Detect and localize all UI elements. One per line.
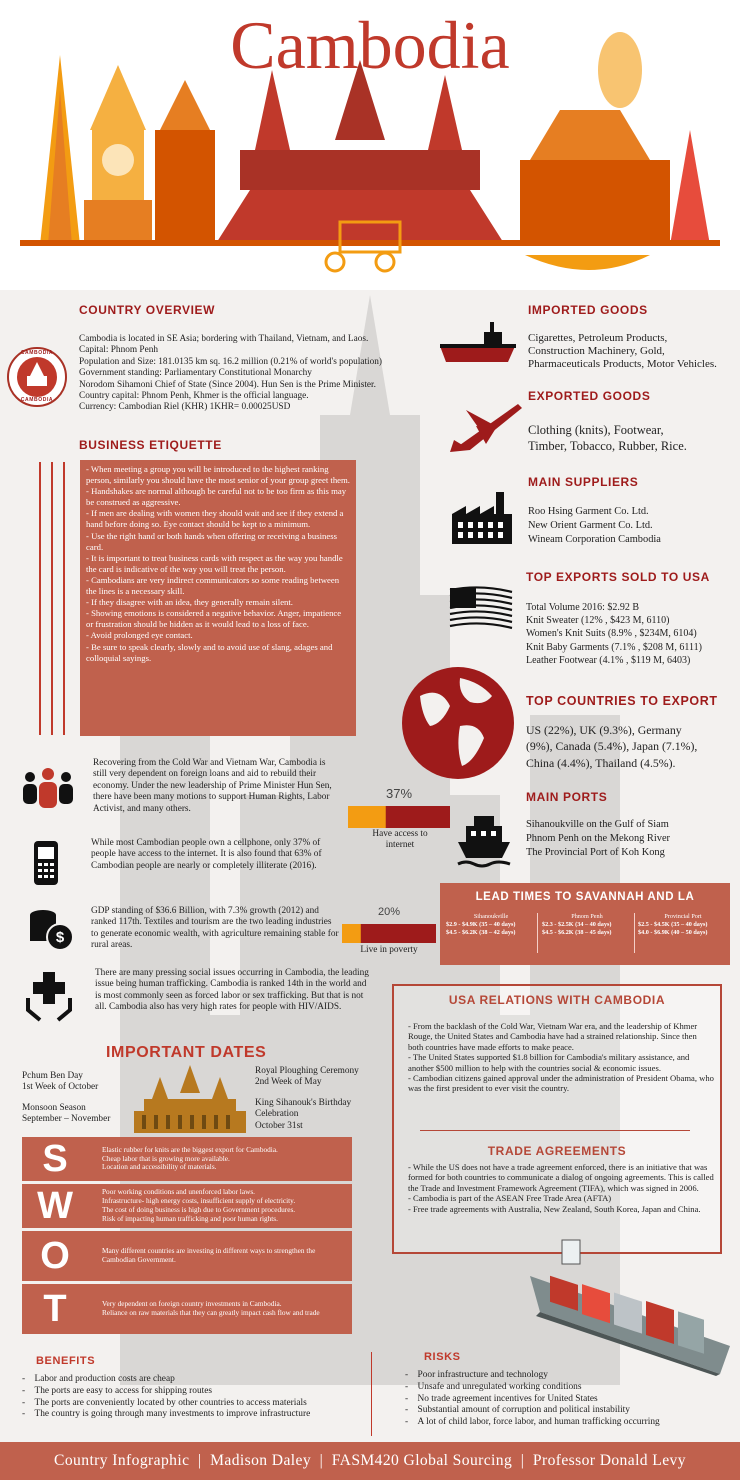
risks-heading: RISKS — [424, 1351, 461, 1363]
ship-icon — [456, 812, 512, 868]
list-item: - Unsafe and unregulated working conditions — [405, 1381, 582, 1392]
trade-heading: TRADE AGREEMENTS — [487, 1144, 627, 1158]
aid-text: Recovering from the Cold War and Vietnam War, Cambodia is still very dependent on foreign loans and aid to rebuild their economy. Under the new leadership of Prime Minister Hun Sen, there have been many motions to support Human Rights, Labor Activist, and many others. — [93, 758, 332, 814]
suppliers-text: Roo Hsing Garment Co. Ltd. New Orient Garment Co. Ltd. Wineam Corporation Cambodia — [528, 506, 661, 545]
usa-exports-text: Total Volume 2016: $2.92 B Knit Sweater (12% , $423 M, 6110) Women's Knit Suits (8.9% , $234M, 6104) Knit Baby Garments (7.1% , $208 M, 6111) Leather Footwear (4.1% , $119 M, 6403) — [526, 602, 702, 666]
swot-letter: O — [40, 1234, 70, 1277]
date-monsoon: Monsoon Season September – November — [22, 1103, 111, 1125]
date-king-birthday: King Sihanouk's Birthday Celebration October 31st — [255, 1098, 352, 1131]
poverty-bar — [342, 924, 436, 943]
ports-text: Sihanoukville on the Gulf of Siam Phnom Penh on the Mekong River The Provincial Port of Koh Kong — [526, 819, 671, 858]
swot-threats: T Very dependent on foreign country investments in Cambodia. Reliance on raw materials that they can greatly impact cash flow and trade — [22, 1284, 352, 1334]
imported-text: Cigarettes, Petroleum Products, Construction Machinery, Gold, Pharmaceuticals Products, Motor Vehicles. — [528, 332, 717, 371]
factory-icon — [452, 492, 512, 544]
etiquette-heading: BUSINESS ETIQUETTE — [79, 438, 222, 452]
phone-text: While most Cambodian people own a cellphone, only 37% of people have access to the internet. It is also found that 63% of Cambodian people are nearly or completely illiterate (2016). — [91, 838, 322, 871]
divider — [420, 1130, 690, 1131]
money-coins-icon — [28, 907, 74, 951]
medical-cross-hands-icon — [26, 970, 72, 1022]
divider — [634, 913, 635, 953]
container-ship-illustration — [520, 1236, 738, 1376]
usa-exports-heading: TOP EXPORTS SOLD TO USA — [526, 570, 710, 584]
swot-letter: S — [42, 1137, 68, 1180]
swot-letter: W — [37, 1184, 73, 1227]
list-item: - The ports are conveniently located by other countries to access materials — [22, 1397, 307, 1408]
suppliers-heading: MAIN SUPPLIERS — [528, 475, 639, 489]
trade-text: - While the US does not have a trade agreement enforced, there is an initiative that was formed for both countries to communicate a dialog of ongoing agreements. This is called the Trade and Investment Framework Agreement (TIFA), which was signed in 2006. - Cambodia is part of the ASEAN Free Trade Area (AFTA) - Free trade agreements with Australia, New Zealand, South Korea, Japan and China. — [408, 1162, 714, 1214]
countries-heading: TOP COUNTRIES TO EXPORT — [526, 694, 718, 708]
exported-text: Clothing (knits), Footwear, Timber, Tobacco, Rubber, Rice. — [528, 423, 687, 453]
countries-text: US (22%), UK (9.3%), Germany (9%), Canada (5.4%), Japan (7.1%), China (4.4%), Thailand (4.5%). — [526, 723, 698, 770]
swot-strengths: S Elastic rubber for knits are the biggest export for Cambodia. Cheap labor that is growing more available. Location and accessibility of materials. — [22, 1137, 352, 1181]
internet-percent: 37% — [385, 786, 413, 801]
swot-opportunities: O Many different countries are investing in different ways to strengthen the Cambodian Government. — [22, 1231, 352, 1281]
airplane-icon — [446, 400, 522, 456]
footer-bar — [0, 1442, 740, 1480]
overview-text: Cambodia is located in SE Asia; bordering with Thailand, Vietnam, and Laos. Capital: Phnom Penh Population and Size: 181.0135 km sq. 16.2 million (0.21% of world's population) Government standing: Parliamentary Constitutional Monarchy Norodom Sihamoni Chief of State (Since 2004). Hun Sen is the Prime Minister. Country capital: Phnom Penh, Khmer is the official language. Currency: Cambodian Riel (KHR) 1KHR= 0.00025USD — [79, 334, 383, 413]
decorative-line — [51, 462, 53, 735]
page-title: Cambodia — [230, 7, 510, 83]
overview-heading: COUNTRY OVERVIEW — [79, 303, 216, 317]
cellphone-icon — [33, 840, 59, 886]
list-item: - The ports are easy to access for shipping routes — [22, 1385, 213, 1396]
svg-text:$: $ — [55, 929, 65, 946]
imported-heading: IMPORTED GOODS — [528, 303, 648, 317]
poverty-label: Live in poverty — [360, 945, 418, 955]
exported-heading: EXPORTED GOODS — [528, 389, 651, 403]
list-item: - The country is going through many investments to improve infrastructure — [22, 1409, 311, 1420]
footer-text: Country Infographic | Madison Daley | FASM420 Global Sourcing | Professor Donald Levy — [54, 1452, 686, 1469]
decorative-line — [63, 462, 65, 735]
internet-label: Have access to internet — [372, 829, 428, 850]
seal-bottom-text: CAMBODIA — [20, 397, 54, 403]
benefits-list — [22, 1374, 367, 1421]
list-item: - No trade agreement incentives for United States — [405, 1393, 598, 1404]
angkor-temple-icon — [130, 1063, 250, 1133]
usa-flag-icon — [448, 586, 514, 632]
benefits-heading: BENEFITS — [36, 1355, 96, 1367]
list-item: - A lot of child labor, force labor, and human trafficking occurring — [405, 1417, 660, 1428]
internet-bar — [348, 806, 450, 828]
list-item: - Poor infrastructure and technology — [405, 1370, 548, 1380]
poverty-percent: 20% — [377, 906, 401, 918]
social-text: There are many pressing social issues occurring in Cambodia, the leading issue being human trafficking. Cambodia is ranked 14th in the world and is most commonly seen as forced labor or sex trafficking. But that is not all. Cambodia also has very high rates for people with HIV/AIDS. — [95, 968, 369, 1013]
list-item: - Substantial amount of corruption and political instability — [405, 1405, 630, 1416]
lead-times-box — [440, 883, 730, 965]
lead-col-phnom-penh: Phnom Penh $2.3 - $2.5K (34 – 40 days) $4.5 - $6.2K (38 – 45 days) — [542, 913, 612, 936]
date-pchum-ben: Pchum Ben Day 1st Week of October — [22, 1071, 99, 1093]
people-group-icon — [20, 768, 76, 808]
gdp-text: GDP standing of $36.6 Billion, with 7.3% growth (2012) and ranked 117th. Textiles and tourism are the two leading industries to generate economic wealth, with agriculture remaining stable for rural areas. — [91, 906, 339, 951]
etiquette-box: - When meeting a group you will be introduced to the highest ranking person, similarly you should have the most senior of your group greet them. - Handshakes are normal although be careful not to be too firm as this may be construed as aggressive. - If men are dealing with women they should wait and see if they extend a hand before doing so. Eye contact should be kept to a minimum. - Use the right hand or both hands when offering or receiving a business card. - It is important to treat business cards with respect as the way you handle the card is indicative of the way you will treat the person. - Cambodians are very indirect communicators so some reading between the lines is a necessary skill. - If they disagree with an idea, they generally remain silent. - Showing emotions is considered a negative behavior. Anger, impatience or frustration should be hidden as it would lead to a loss of face. - Avoid prolonged eye contact. - Be sure to speak clearly, slowly and to avoid use of slang, adages and colloquial sayings. — [80, 460, 356, 736]
date-royal-ploughing: Royal Ploughing Ceremony 2nd Week of May — [255, 1066, 359, 1088]
dates-heading: IMPORTANT DATES — [106, 1044, 267, 1061]
swot-letter: T — [43, 1287, 67, 1330]
globe-icon — [400, 666, 516, 780]
risks-list — [405, 1370, 735, 1429]
lead-col-sihanoukville: Sihanoukville $2.9 - $4.9K (35 – 40 days) $4.5 - $6.2K (38 – 42 days) — [446, 913, 516, 936]
list-item: - Labor and production costs are cheap — [22, 1374, 175, 1384]
usa-relations-text: - From the backlash of the Cold War, Vietnam War era, and the leadership of Khmer Rouge, the United States and Cambodia have had a strained relationship. Since then both countries have made efforts to make peace. - The United States supported $1.8 billion for Cambodia's military assistance, and another $500 million to help with the countries social & economic issues. - Cambodian citizens gained approval under the administration of President Obama, who was the first president to ever visit the country. — [408, 1021, 714, 1094]
divider — [371, 1352, 372, 1436]
lead-col-provincial-port: Provincial Port $2.5 - $4.5K (35 – 40 days) $4.0 - $6.9K (40 – 50 days) — [638, 913, 708, 936]
usa-relations-heading: USA RELATIONS WITH CAMBODIA — [448, 993, 666, 1007]
decorative-line — [39, 462, 41, 735]
cargo-ship-icon — [440, 318, 516, 364]
lead-times-heading: LEAD TIMES TO SAVANNAH AND LA — [475, 891, 695, 903]
seal-top-text: CAMBODIA — [20, 350, 54, 356]
divider — [537, 913, 538, 953]
ports-heading: MAIN PORTS — [526, 790, 608, 804]
swot-weaknesses: W Poor working conditions and unenforced labor laws. Infrastructure- high energy costs, insufficient supply of electricity. The cost of doing business is high due to Government procedures. Risk of impacting human trafficking and poor human rights. — [22, 1184, 352, 1228]
